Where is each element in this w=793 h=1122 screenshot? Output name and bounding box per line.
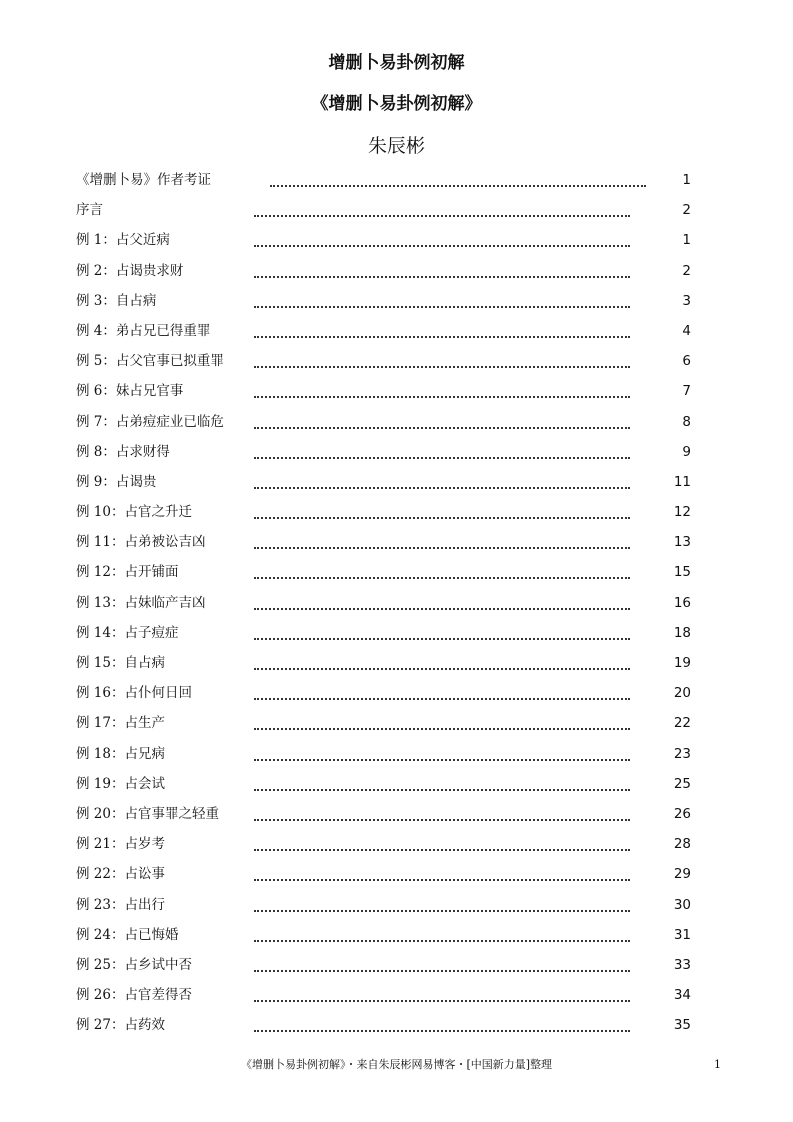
toc-entry-page: 33 xyxy=(673,956,691,973)
toc-entry-label: 例 2：占谒贵求财 xyxy=(76,262,184,279)
toc-entry-page: 2 xyxy=(682,262,691,279)
toc-dot-leader xyxy=(254,366,630,368)
toc-entry[interactable] xyxy=(0,800,793,830)
toc-entry-page: 29 xyxy=(673,866,691,883)
toc-entry-label: 例 21：占岁考 xyxy=(76,836,165,853)
toc-entry[interactable] xyxy=(0,709,793,739)
toc-dot-leader xyxy=(254,940,630,942)
toc-entry-label: 例 17：占生产 xyxy=(76,715,165,732)
toc-entry[interactable] xyxy=(0,498,793,528)
toc-entry-page: 11 xyxy=(673,473,691,490)
toc-entry-label: 例 10：占官之升迁 xyxy=(76,504,192,521)
toc-entry[interactable] xyxy=(0,468,793,498)
toc-dot-leader xyxy=(254,638,630,640)
toc-entry-page: 28 xyxy=(673,836,691,853)
toc-entry-label: 例 26：占官差得否 xyxy=(76,987,192,1004)
toc-entry[interactable] xyxy=(0,679,793,709)
toc-entry-label: 例 22：占讼事 xyxy=(76,866,165,883)
toc-entry-label: 例 1：占父近病 xyxy=(76,232,170,249)
toc-dot-leader xyxy=(254,396,630,398)
toc-dot-leader xyxy=(254,759,630,761)
toc-entry[interactable] xyxy=(0,981,793,1011)
toc-entry-page: 6 xyxy=(682,353,691,370)
toc-entry[interactable] xyxy=(0,558,793,588)
toc-entry[interactable] xyxy=(0,619,793,649)
toc-entry-page: 30 xyxy=(673,896,691,913)
toc-entry[interactable] xyxy=(0,377,793,407)
toc-entry-label: 例 24：占已悔婚 xyxy=(76,926,179,943)
toc-entry[interactable] xyxy=(0,287,793,317)
toc-dot-leader xyxy=(254,547,630,549)
toc-entry-label: 例 5：占父官事已拟重罪 xyxy=(76,353,224,370)
toc-entry-label: 例 27：占药效 xyxy=(76,1017,165,1034)
toc-entry-label: 例 13：占妹临产吉凶 xyxy=(76,594,206,611)
toc-entry-page: 15 xyxy=(673,564,691,581)
toc-entry-label: 例 15：自占病 xyxy=(76,655,165,671)
toc-dot-leader xyxy=(254,879,630,881)
toc-entry-page: 1 xyxy=(682,172,691,188)
toc-entry[interactable] xyxy=(0,408,793,438)
toc-entry-label: 例 16：占仆何日回 xyxy=(76,685,192,702)
toc-dot-leader xyxy=(254,1030,630,1032)
toc-entry-label: 例 25：占乡试中否 xyxy=(76,956,192,973)
document-title: 增删卜易卦例初解 xyxy=(328,53,465,73)
toc-dot-leader xyxy=(254,336,630,338)
toc-entry[interactable] xyxy=(0,770,793,800)
toc-entry-page: 18 xyxy=(673,624,691,641)
toc-entry-page: 31 xyxy=(673,926,691,943)
toc-entry-label: 例 9：占谒贵 xyxy=(76,473,157,490)
toc-dot-leader xyxy=(254,517,630,519)
toc-dot-leader xyxy=(254,728,630,730)
toc-entry[interactable] xyxy=(0,438,793,468)
toc-entry-page: 34 xyxy=(673,987,691,1004)
toc-dot-leader xyxy=(254,910,630,912)
toc-entry-page: 9 xyxy=(682,443,691,460)
toc-entry[interactable] xyxy=(0,951,793,981)
toc-entry-page: 8 xyxy=(682,413,691,430)
toc-entry-label: 《增删卜易》作者考证 xyxy=(76,172,211,188)
toc-dot-leader xyxy=(270,185,646,187)
page-number: 1 xyxy=(714,1058,721,1071)
toc-dot-leader xyxy=(254,849,630,851)
toc-entry[interactable] xyxy=(0,860,793,890)
toc-entry-page: 23 xyxy=(673,745,691,762)
toc-entry[interactable] xyxy=(0,196,793,226)
toc-dot-leader xyxy=(254,789,630,791)
toc-entry-page: 26 xyxy=(673,805,691,822)
toc-entry-page: 4 xyxy=(682,322,691,339)
toc-entry[interactable] xyxy=(0,921,793,951)
toc-entry-page: 22 xyxy=(673,715,691,732)
toc-entry[interactable] xyxy=(0,740,793,770)
toc-dot-leader xyxy=(254,245,630,247)
table-of-contents xyxy=(0,166,793,1041)
toc-entry-label: 例 23：占出行 xyxy=(76,896,165,913)
toc-entry-label: 例 14：占子痘症 xyxy=(76,624,179,641)
toc-entry-label: 序言 xyxy=(76,202,103,219)
toc-entry-label: 例 18：占兄病 xyxy=(76,745,165,762)
toc-entry-page: 35 xyxy=(673,1017,691,1034)
toc-entry-label: 例 20：占官事罪之轻重 xyxy=(76,805,219,822)
toc-entry[interactable] xyxy=(0,830,793,860)
page-footer: 《增删卜易卦例初解》・来自朱辰彬网易博客・[中国新力量]整理 xyxy=(240,1058,553,1071)
toc-entry[interactable] xyxy=(0,649,793,679)
toc-dot-leader xyxy=(254,276,630,278)
toc-dot-leader xyxy=(254,457,630,459)
toc-dot-leader xyxy=(254,970,630,972)
toc-entry[interactable] xyxy=(0,257,793,287)
toc-dot-leader xyxy=(254,577,630,579)
toc-entry[interactable] xyxy=(0,1011,793,1041)
toc-entry-page: 7 xyxy=(682,383,691,400)
toc-entry-label: 例 11：占弟被讼吉凶 xyxy=(76,534,206,551)
author-name: 朱辰彬 xyxy=(367,135,425,157)
toc-entry-page: 2 xyxy=(682,202,691,219)
toc-entry-label: 例 8：占求财得 xyxy=(76,443,170,460)
toc-entry[interactable] xyxy=(0,528,793,558)
toc-entry-label: 例 12：占开铺面 xyxy=(76,564,179,581)
toc-dot-leader xyxy=(254,427,630,429)
toc-entry-page: 16 xyxy=(673,594,691,611)
toc-entry-label: 例 4：弟占兄已得重罪 xyxy=(76,322,211,339)
toc-entry-label: 例 3：自占病 xyxy=(76,292,157,309)
toc-entry[interactable] xyxy=(0,347,793,377)
toc-dot-leader xyxy=(254,698,630,700)
toc-entry-page: 12 xyxy=(673,504,691,521)
document-subtitle: 《增删卜易卦例初解》 xyxy=(311,94,482,114)
toc-entry-page: 25 xyxy=(673,775,691,792)
toc-entry[interactable] xyxy=(0,891,793,921)
toc-entry[interactable] xyxy=(0,166,793,196)
toc-entry-page: 1 xyxy=(682,232,691,249)
toc-dot-leader xyxy=(254,668,630,670)
toc-dot-leader xyxy=(254,608,630,610)
toc-dot-leader xyxy=(254,487,630,489)
toc-entry-page: 20 xyxy=(673,685,691,702)
toc-entry-label: 例 19：占会试 xyxy=(76,775,165,792)
toc-entry-page: 19 xyxy=(673,655,691,671)
toc-dot-leader xyxy=(254,1000,630,1002)
toc-entry-page: 13 xyxy=(673,534,691,551)
toc-entry[interactable] xyxy=(0,589,793,619)
toc-dot-leader xyxy=(254,306,630,308)
toc-dot-leader xyxy=(254,819,630,821)
toc-entry-label: 例 7：占弟痘症业已临危 xyxy=(76,413,224,430)
toc-entry-page: 3 xyxy=(682,292,691,309)
toc-entry[interactable] xyxy=(0,226,793,256)
toc-entry-label: 例 6：妹占兄官事 xyxy=(76,383,184,400)
toc-entry[interactable] xyxy=(0,317,793,347)
toc-dot-leader xyxy=(254,215,630,217)
